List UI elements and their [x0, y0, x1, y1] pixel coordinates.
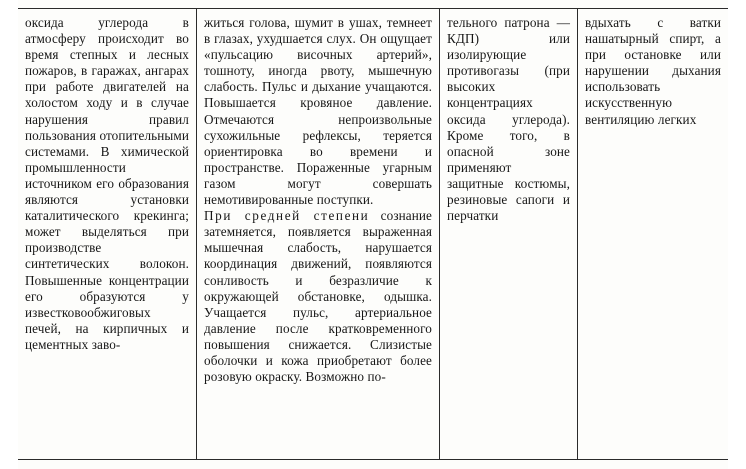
table-column-3 [439, 9, 577, 459]
page-left-margin [0, 0, 18, 469]
column-4-paragraph-1: вдыхать с ватки нашатырный спирт, а при остановке или нарушении дыхания использовать искусственную вентиляцию легких [585, 15, 721, 127]
column-3-paragraph-1: тельного патрона — КДП) или изолирующие противогазы (при высоких концентрациях оксида углерода). Кроме того, в опасной зоне применяют защитные костюмы, резиновые сапоги и перчатки [447, 15, 570, 224]
table-column-2 [196, 9, 439, 459]
column-1-paragraph-1: оксида углерода в атмосферу происходит во время степных и лесных пожаров, в гаражах, ангарах при работе двигателей на холостом ходу и в случае нарушения правил пользования отопительными системами. В химической промышленности источником его образования являются установки каталитического крекинга; может выделяться при производстве синтетических волокон. Повышенные концентрации его образуются у известковообжиговых печей, на кирпичных и цементных заво- [25, 15, 189, 352]
document-table [18, 8, 728, 460]
page-right-margin [728, 0, 746, 469]
column-2-paragraph-2: При средней степени сознание затемняется, появляется выраженная мышечная слабость, нарушается координация движений, появляются сонливость и безразличие к окружающей обстановке, одышка. Учащается пульс, артериальное давление после кратковременного повышения снижается. Слизистые оболочки и кожа приобретают более розовую окраску. Возможно по- [204, 208, 433, 385]
table-column-4 [577, 9, 728, 459]
emphasis-spaced-text: При средней степени [204, 208, 370, 224]
column-2-paragraph-1: житься голова, шумит в ушах, темнеет в глазах, ухудшается слух. Он ощущает «пульсацию височных артерий», тошноту, иногда рвоту, мышечную слабость. Пульс и дыхание учащаются. Повышается кровяное давление. Отмечаются непроизвольные сухожильные рефлексы, теряется ориентировка во времени и пространстве. Пораженные угарным газом могут совершать немотивированные поступки. [204, 15, 432, 208]
table-column-1 [18, 9, 196, 459]
